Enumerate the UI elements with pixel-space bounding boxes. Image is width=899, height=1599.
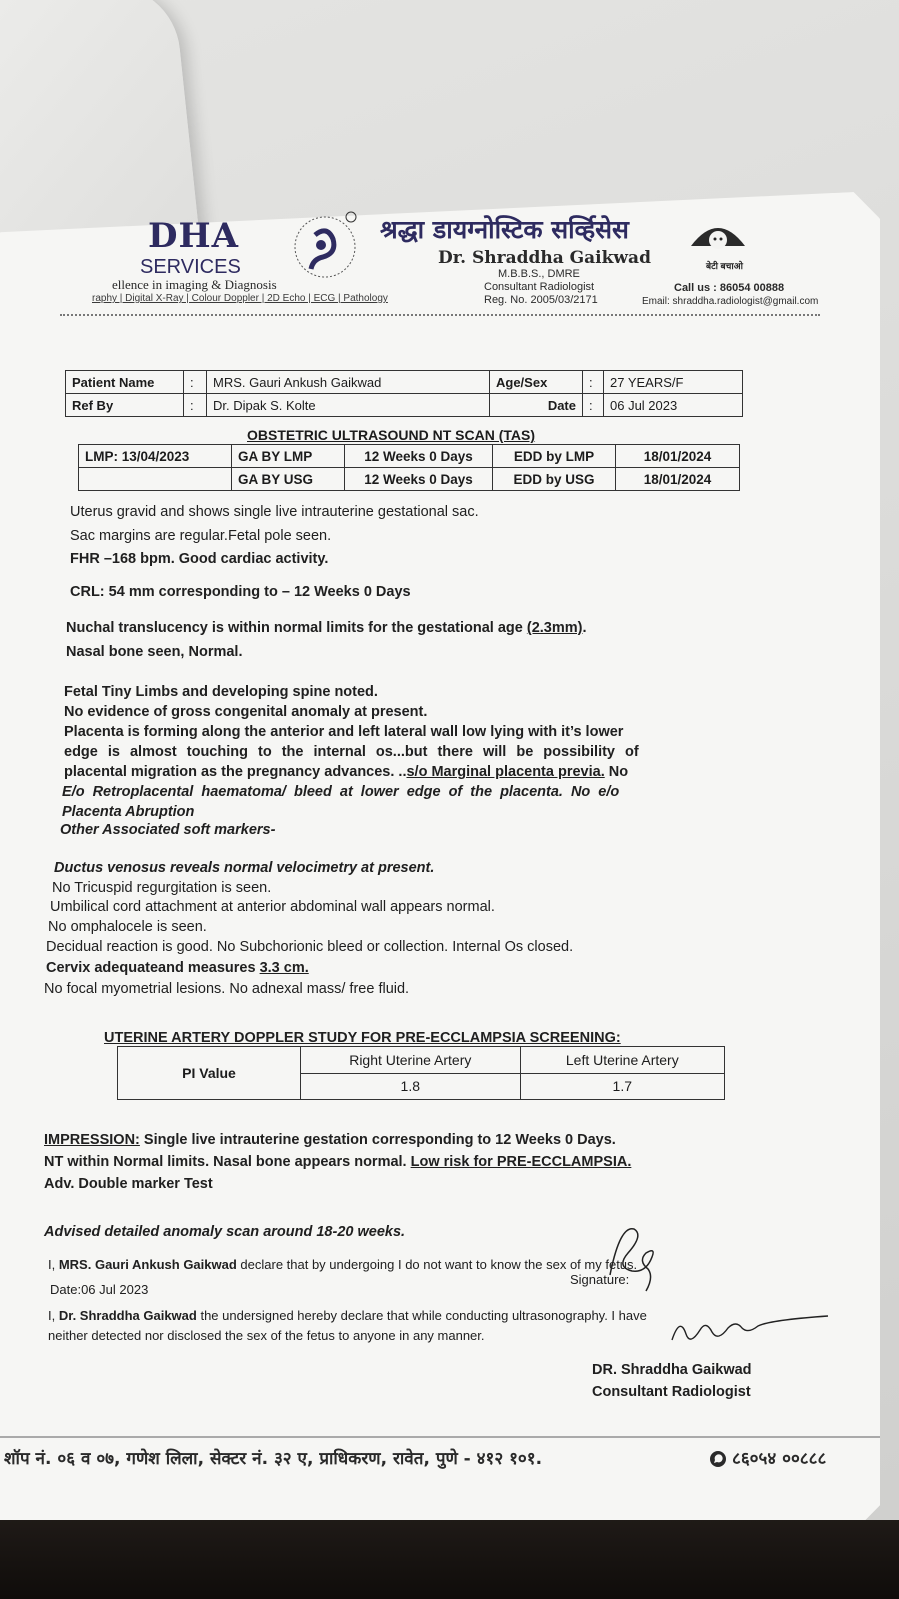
cervix-line xyxy=(46,960,309,976)
finding-line: Sac margins are regular.Fetal pole seen. xyxy=(70,528,332,544)
impression-line: Adv. Double marker Test xyxy=(44,1176,213,1192)
impression-line xyxy=(44,1154,631,1170)
age-sex-label: Age/Sex xyxy=(490,371,583,394)
ductus-line: Ductus venosus reveals normal velocimetry at present. xyxy=(54,860,435,876)
doctor-degree: M.B.B.S., DMRE xyxy=(498,268,580,280)
clinic-emblem-icon xyxy=(285,205,365,287)
ga-lmp-label: GA BY LMP xyxy=(232,445,345,468)
ga-usg-value: 12 Weeks 0 Days xyxy=(345,468,493,491)
right-pi-value: 1.8 xyxy=(301,1073,521,1100)
finding-line: FHR –168 bpm. Good cardiac activity. xyxy=(70,551,329,567)
placenta-previa: s/o Marginal placenta previa. xyxy=(406,764,605,780)
colon: : xyxy=(583,371,604,394)
advised-line: Advised detailed anomaly scan around 18-20 weeks. xyxy=(44,1224,406,1240)
nt-value: (2.3mm) xyxy=(526,620,583,636)
placenta-text: placental migration as the pregnancy advances. .. xyxy=(64,764,407,780)
signatory-name: DR. Shraddha Gaikwad xyxy=(592,1362,752,1378)
placenta-line: Placenta Abruption xyxy=(62,804,195,820)
placenta-line: edge is almost touching to the internal os...but there will be possibility of xyxy=(64,744,639,760)
signature-label: Signature: xyxy=(570,1272,630,1287)
placenta-line: Placenta is forming along the anterior and left lateral wall low lying with it’s lower xyxy=(64,724,624,740)
right-uterine-artery-label: Right Uterine Artery xyxy=(301,1047,521,1074)
cervix-text: Cervix adequateand measures xyxy=(46,960,260,976)
finding-line: Uterus gravid and shows single live intrauterine gestational sac. xyxy=(70,504,479,520)
decl-text: I, xyxy=(48,1308,59,1323)
dark-surface xyxy=(0,1520,899,1599)
nt-line xyxy=(66,620,587,636)
doctor-role: Consultant Radiologist xyxy=(484,281,595,293)
nt-period: . xyxy=(582,620,587,636)
doctor-signature-icon xyxy=(666,1310,836,1350)
left-pi-value: 1.7 xyxy=(520,1073,724,1100)
doppler-table xyxy=(117,1046,725,1100)
impression-text: Single live intrauterine gestation corresponding to 12 Weeks 0 Days. xyxy=(139,1132,616,1148)
email-address: Email: shraddha.radiologist@gmail.com xyxy=(642,296,819,307)
crl-line: CRL: 54 mm corresponding to – 12 Weeks 0 Days xyxy=(70,584,411,600)
edd-lmp-label: EDD by LMP xyxy=(493,445,616,468)
finding-line: Fetal Tiny Limbs and developing spine noted. xyxy=(64,684,378,700)
finding-line: No Tricuspid regurgitation is seen. xyxy=(52,880,272,896)
doctor-declaration: neither detected nor disclosed the sex of the fetus to anyone in any manner. xyxy=(48,1328,485,1343)
decl-patient-name: MRS. Gauri Ankush Gaikwad xyxy=(58,1257,237,1272)
doppler-title: UTERINE ARTERY DOPPLER STUDY FOR PRE-ECCLAMPSIA SCREENING: xyxy=(104,1030,621,1046)
ref-by-value: Dr. Dipak S. Kolte xyxy=(207,394,490,417)
ga-usg-label: GA BY USG xyxy=(232,468,345,491)
placenta-line xyxy=(64,764,628,780)
save-girl-child-badge-icon xyxy=(683,216,753,260)
left-uterine-artery-label: Left Uterine Artery xyxy=(520,1047,724,1074)
low-risk-text: Low risk for PRE-ECCLAMPSIA. xyxy=(410,1154,632,1170)
doctor-declaration xyxy=(48,1308,647,1323)
tagline: ellence in imaging & Diagnosis xyxy=(112,277,277,292)
scan-title: OBSTETRIC ULTRASOUND NT SCAN (TAS) xyxy=(247,427,536,443)
impression-label: IMPRESSION: xyxy=(44,1132,140,1148)
signatory-title: Consultant Radiologist xyxy=(592,1384,751,1400)
clinic-address: शॉप नं. ०६ व ०७, गणेश लिला, सेक्टर नं. ३२ ए, प्राधिकरण, रावेत, पुणे - ४१२ १०१. xyxy=(4,1449,543,1469)
finding-line: No evidence of gross congenital anomaly at present. xyxy=(64,704,428,720)
hindi-title: श्रद्धा डायग्नोस्टिक सर्व्हिसेस xyxy=(380,215,629,244)
ga-lmp-value: 12 Weeks 0 Days xyxy=(345,445,493,468)
call-number: Call us : 86054 00888 xyxy=(674,282,785,294)
colon: : xyxy=(184,371,207,394)
patient-name: MRS. Gauri Ankush Gaikwad xyxy=(207,371,490,394)
clinic-phone: ८६०५४ ००८८८ xyxy=(732,1449,827,1469)
patient-signature-icon xyxy=(600,1215,670,1295)
edd-usg-value: 18/01/2024 xyxy=(616,468,740,491)
impression-line xyxy=(44,1132,616,1148)
logo-services: SERVICES xyxy=(140,256,241,278)
declaration-date: Date:06 Jul 2023 xyxy=(50,1282,149,1297)
modalities: raphy | Digital X-Ray | Colour Doppler | 2D Echo | ECG | Pathology xyxy=(92,293,388,304)
finding-line: Decidual reaction is good. No Subchorionic bleed or collection. Internal Os closed. xyxy=(46,939,574,955)
finding-line: No focal myometrial lesions. No adnexal mass/ free fluid. xyxy=(44,981,410,997)
age-sex-value: 27 YEARS/F xyxy=(604,371,743,394)
edd-lmp-value: 18/01/2024 xyxy=(616,445,740,468)
footer-divider xyxy=(0,1436,880,1438)
colon: : xyxy=(184,394,207,417)
placenta-line: E/o Retroplacental haematoma/ bleed at lower edge of the placenta. No e/o xyxy=(62,784,620,800)
decl-text: I, xyxy=(48,1257,59,1272)
patient-name-label: Patient Name xyxy=(66,371,184,394)
badge-text: बेटी बचाओ xyxy=(706,261,743,271)
decl-text: declare that by undergoing I do not want to know the sex of my fetus. xyxy=(236,1257,638,1272)
lmp-value: LMP: 13/04/2023 xyxy=(79,445,232,468)
pi-value-label: PI Value xyxy=(118,1047,301,1100)
date-value: 06 Jul 2023 xyxy=(604,394,743,417)
doctor-name: Dr. Shraddha Gaikwad xyxy=(438,248,651,268)
patient-info-table xyxy=(65,370,743,417)
whatsapp-icon xyxy=(708,1449,728,1469)
edd-usg-label: EDD by USG xyxy=(493,468,616,491)
soft-markers-line: Other Associated soft markers- xyxy=(60,822,276,838)
decl-doctor-name: Dr. Shraddha Gaikwad xyxy=(58,1308,197,1323)
nasal-bone-line: Nasal bone seen, Normal. xyxy=(66,644,243,660)
finding-line: Umbilical cord attachment at anterior abdominal wall appears normal. xyxy=(50,899,495,915)
colon: : xyxy=(583,394,604,417)
impression-text: NT within Normal limits. Nasal bone appears normal. xyxy=(44,1154,411,1170)
patient-declaration xyxy=(48,1257,637,1272)
placenta-text: No xyxy=(604,764,629,780)
ref-by-label: Ref By xyxy=(66,394,184,417)
dating-table xyxy=(78,444,740,491)
logo-text: DHA xyxy=(148,216,239,256)
date-label: Date xyxy=(490,394,583,417)
reg-number: Reg. No. 2005/03/2171 xyxy=(484,294,598,306)
decl-text: the undersigned hereby declare that while conducting ultrasonography. I have xyxy=(196,1308,647,1323)
nt-text: Nuchal translucency is within normal limits for the gestational age xyxy=(66,620,523,636)
cervix-value: 3.3 cm. xyxy=(259,960,309,976)
header-divider xyxy=(60,314,820,316)
finding-line: No omphalocele is seen. xyxy=(48,919,207,935)
empty-cell xyxy=(79,468,232,491)
